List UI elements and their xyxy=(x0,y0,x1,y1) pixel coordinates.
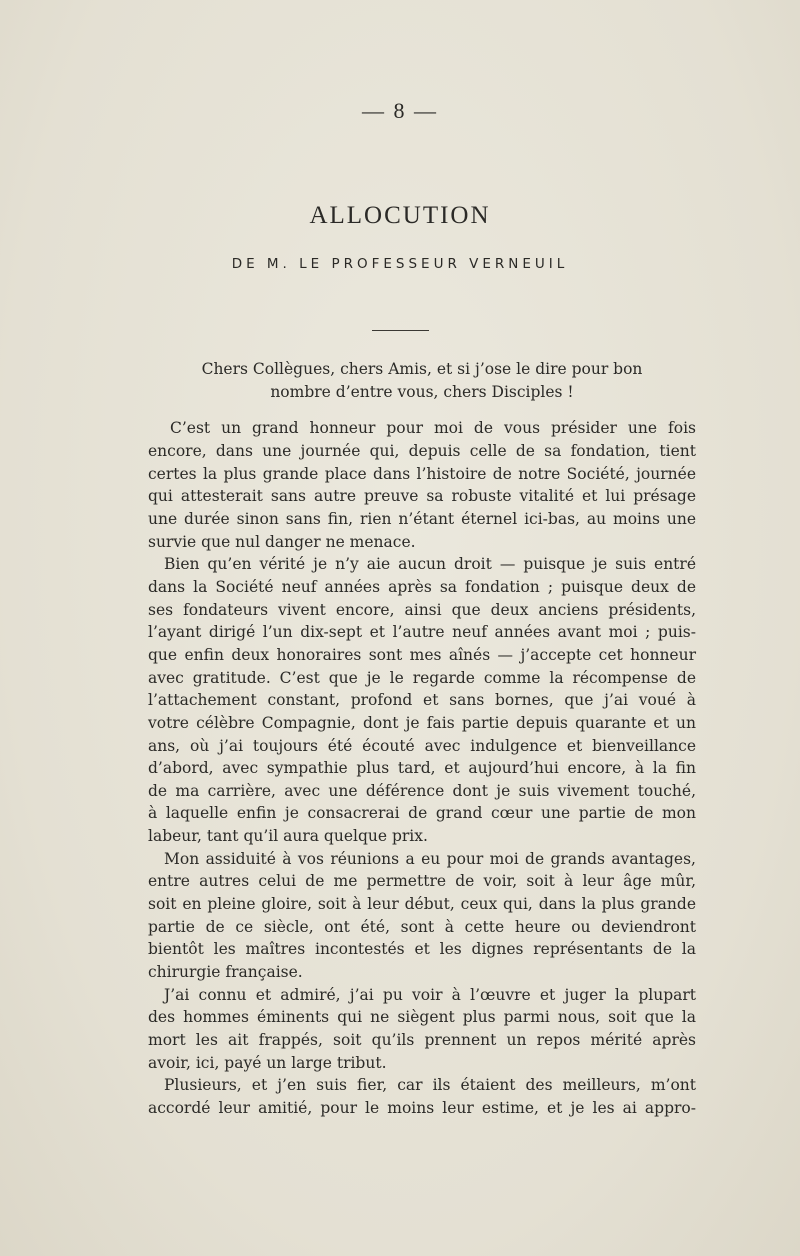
text-line: J’ai connu et admiré, j’ai pu voir à l’œuvre et juger la plupart xyxy=(164,985,696,1004)
text-line: ans, où j’ai toujours été écouté avec indulgence et bienveillance xyxy=(148,736,696,755)
text-line: encore, dans une journée qui, depuis celle de sa fondation, tient xyxy=(148,441,696,460)
text-line: d’abord, avec sympathie plus tard, et aujourd’hui encore, à la fin xyxy=(148,759,696,778)
salutation-line: nombre d’entre vous, chers Disciples ! xyxy=(270,382,574,401)
separator-rule xyxy=(372,330,429,331)
page-subtitle: DE M. LE PROFESSEUR VERNEUIL xyxy=(231,256,569,272)
text-line: survie que nul danger ne menace. xyxy=(148,532,416,551)
text-line: mort les ait frappés, soit qu’ils prennent un repos mérité après xyxy=(148,1031,696,1050)
text-line: entre autres celui de me permettre de voir, soit à leur âge mûr, xyxy=(148,872,696,891)
text-line: avoir, ici, payé un large tribut. xyxy=(148,1053,387,1072)
text-line: bientôt les maîtres incontestés et les dignes représentants de la xyxy=(148,940,696,959)
text-line: chirurgie française. xyxy=(148,963,303,982)
body-text xyxy=(148,358,696,1120)
text-line: qui attesterait sans autre preuve sa robuste vitalité et lui présage xyxy=(148,487,696,506)
page-number: — 8 — xyxy=(362,98,438,123)
text-line: une durée sinon sans fin, rien n’étant éternel ici-bas, au moins une xyxy=(148,509,696,528)
text-line: avec gratitude. C’est que je le regarde comme la récompense de xyxy=(148,668,696,687)
text-line: à laquelle enfin je consacrerai de grand cœur une partie de mon xyxy=(148,804,696,823)
text-line: C’est un grand honneur pour moi de vous présider une fois xyxy=(170,419,696,438)
text-line: accordé leur amitié, pour le moins leur estime, et je les ai appro- xyxy=(148,1099,696,1117)
text-line: que enfin deux honoraires sont mes aînés — j’accepte cet honneur xyxy=(148,645,696,664)
text-line: labeur, tant qu’il aura quelque prix. xyxy=(148,827,428,846)
text-line: soit en pleine gloire, soit à leur début, ceux qui, dans la plus grande xyxy=(148,895,696,914)
text-line: partie de ce siècle, ont été, sont à cette heure ou deviendront xyxy=(148,917,696,936)
page-title: ALLOCUTION xyxy=(309,202,491,229)
text-line: dans la Société neuf années après sa fondation ; puisque deux de xyxy=(148,577,696,596)
text-line: des hommes éminents qui ne siègent plus parmi nous, soit que la xyxy=(148,1008,696,1027)
text-line: l’attachement constant, profond et sans bornes, que j’ai voué à xyxy=(148,691,696,710)
text-line: de ma carrière, avec une déférence dont je suis vivement touché, xyxy=(148,781,696,800)
text-line: Mon assiduité à vos réunions a eu pour moi de grands avantages, xyxy=(164,849,696,868)
text-line: votre célèbre Compagnie, dont je fais partie depuis quarante et un xyxy=(148,713,696,732)
text-line: certes la plus grande place dans l’histoire de notre Société, journée xyxy=(148,464,696,483)
text-line: ses fondateurs vivent encore, ainsi que deux anciens présidents, xyxy=(148,600,696,619)
text-line: l’ayant dirigé l’un dix-sept et l’autre neuf années avant moi ; puis- xyxy=(148,623,696,642)
text-line: Bien qu’en vérité je n’y aie aucun droit — puisque je suis entré xyxy=(164,555,696,574)
text-line: Plusieurs, et j’en suis fier, car ils étaient des meilleurs, m’ont xyxy=(164,1076,696,1095)
salutation-line: Chers Collègues, chers Amis, et si j’ose le dire pour bon xyxy=(201,360,643,378)
